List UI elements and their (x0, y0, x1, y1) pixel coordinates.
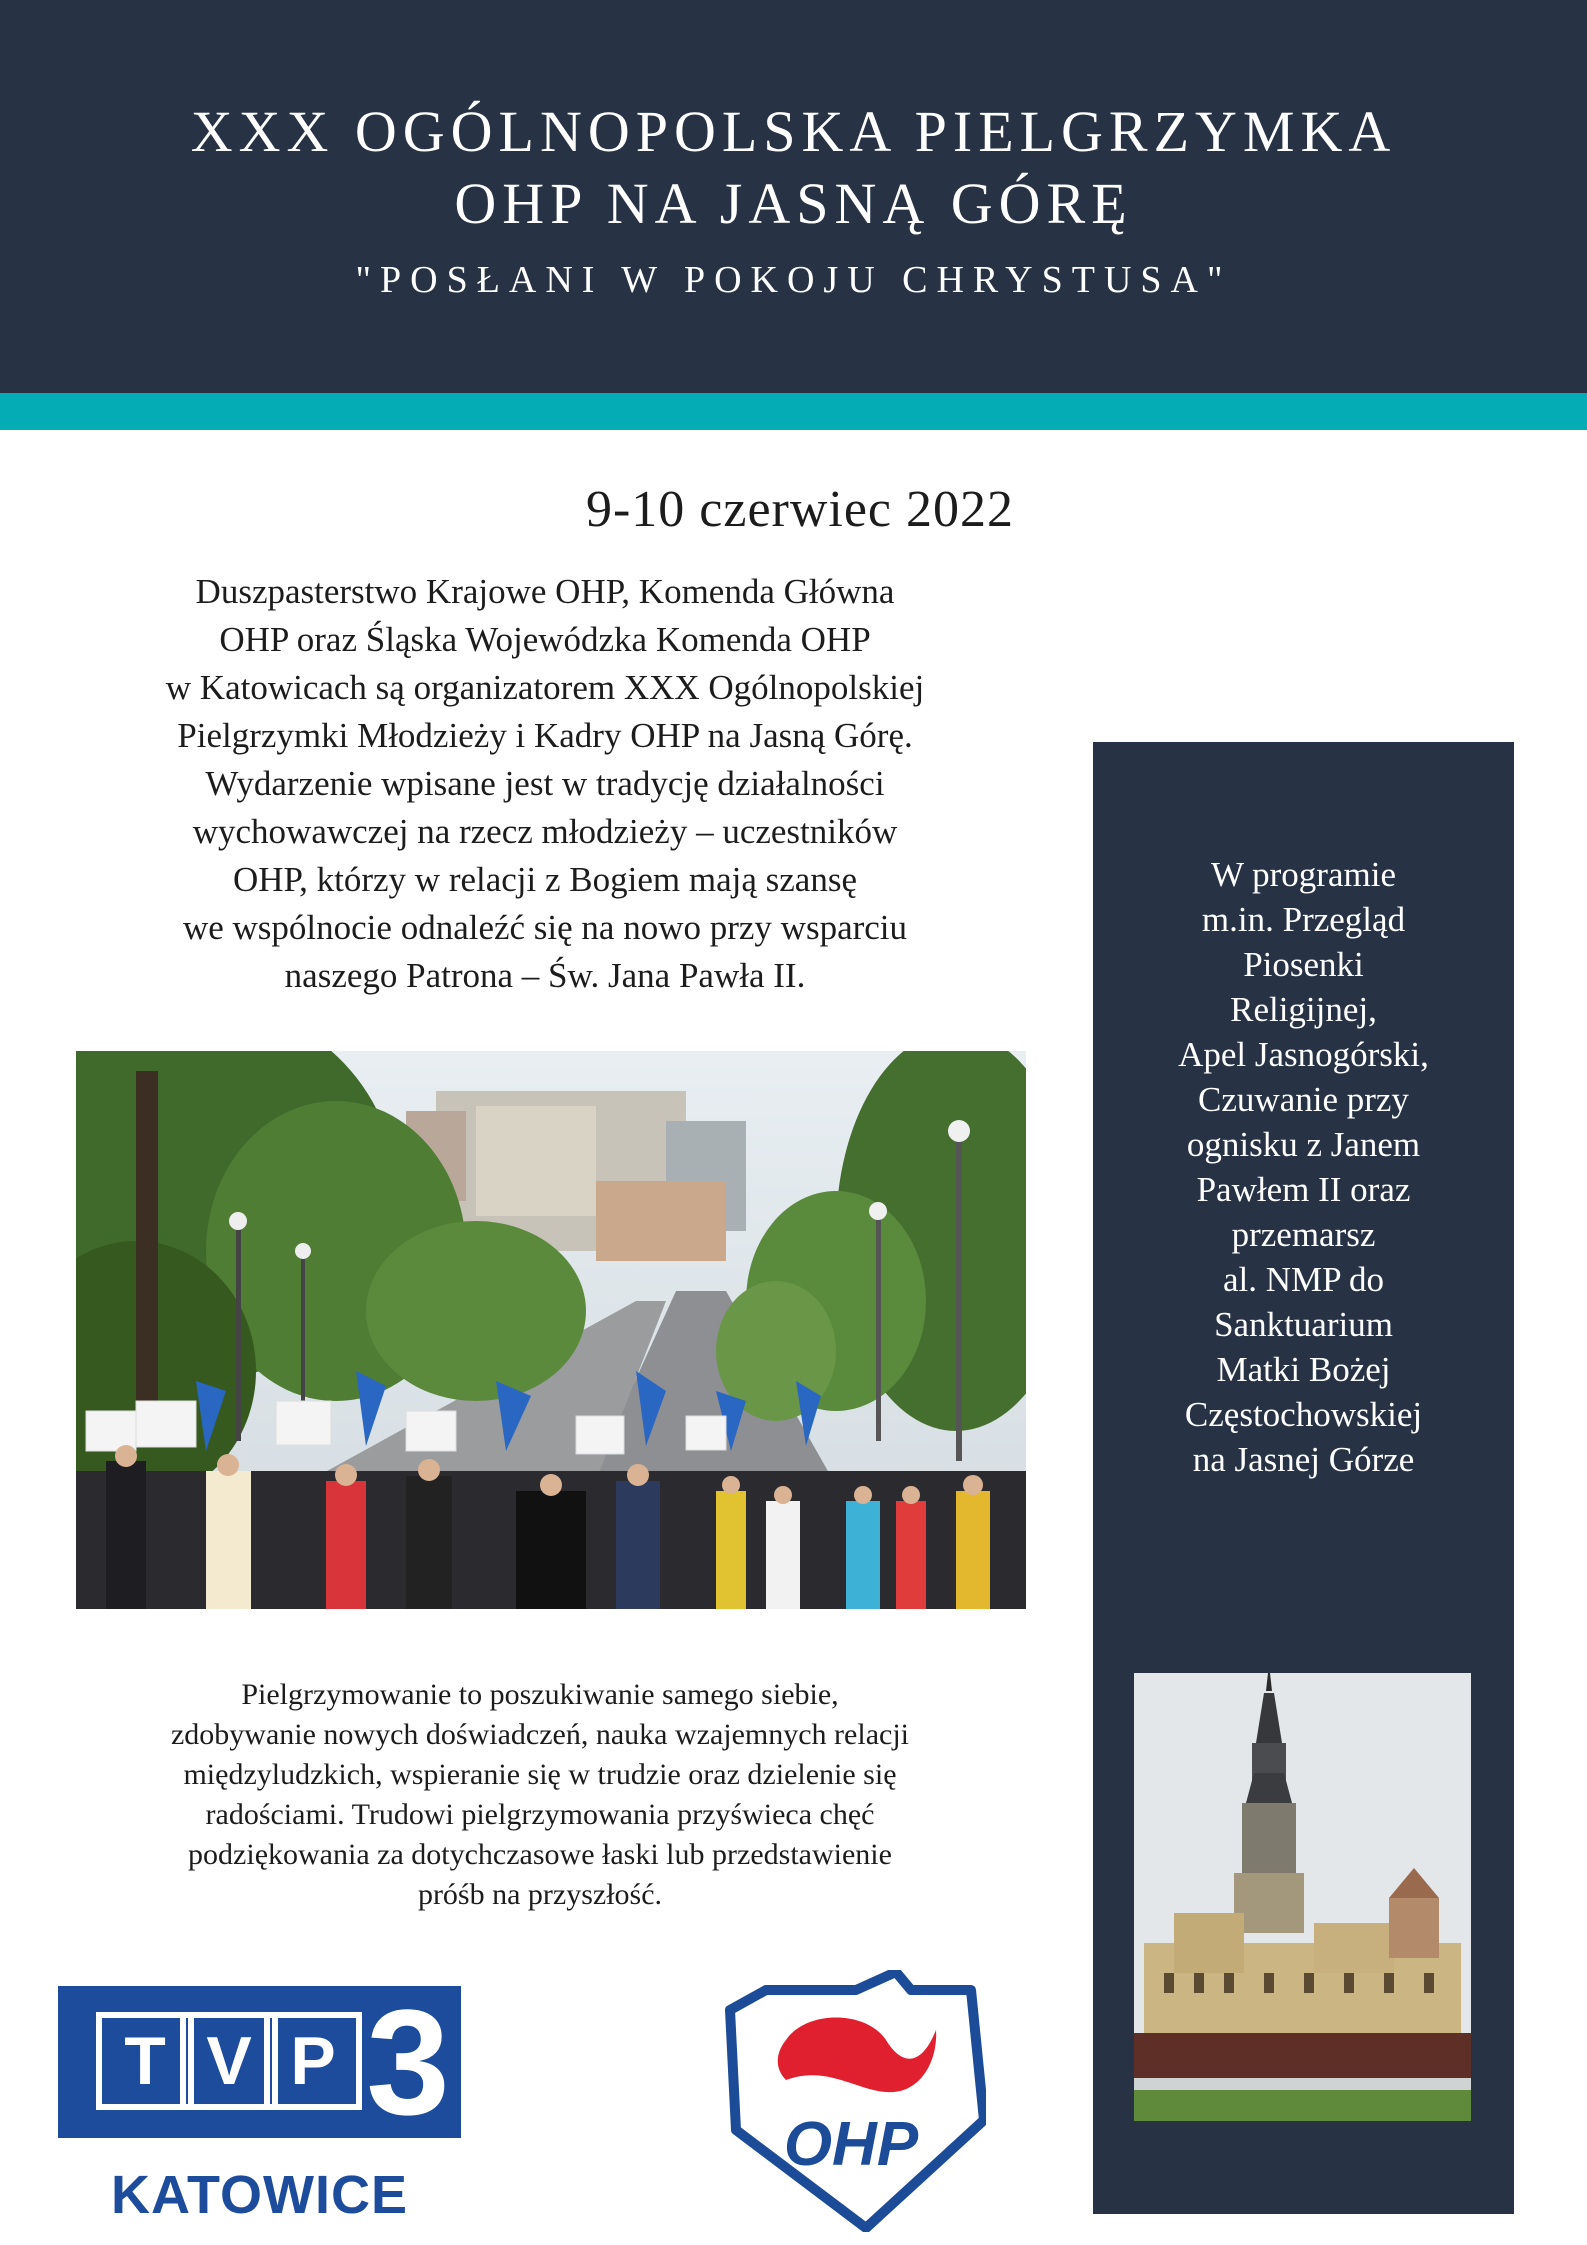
intro-paragraph (60, 568, 1030, 1000)
tvp-letter: T (96, 2012, 194, 2110)
closing-paragraph (60, 1675, 1020, 1915)
program-line: W programie (1211, 855, 1396, 894)
program-line: Częstochowskiej (1184, 1395, 1423, 1434)
intro-line: w Katowicach są organizatorem XXX Ogólnopolskiej (165, 668, 925, 707)
intro-line: OHP, którzy w relacji z Bogiem mają szansę (233, 860, 857, 899)
subtitle: "POSŁANI W POKOJU CHRYSTUSA" (355, 259, 1232, 301)
intro-line: Pielgrzymki Młodzieży i Kadry OHP na Jasną Górę. (177, 716, 913, 755)
program-line: Piosenki (1243, 945, 1364, 984)
program-line: Matki Bożej (1216, 1350, 1391, 1389)
program-line: Pawłem II oraz (1196, 1170, 1411, 1209)
event-date: 9-10 czerwiec 2022 (585, 481, 1015, 538)
accent-band (0, 393, 1587, 430)
monastery-photo (1134, 1673, 1471, 2121)
closing-line: Pielgrzymowanie to poszukiwanie samego siebie, (241, 1678, 839, 1711)
program-line: Czuwanie przy (1198, 1080, 1409, 1119)
program-line: Apel Jasnogórski, (1178, 1035, 1429, 1074)
closing-line: radościami. Trudowi pielgrzymowania przyświeca chęć (205, 1798, 875, 1831)
tvp3-logo (58, 1978, 461, 2146)
program-line: przemarsz (1231, 1215, 1376, 1254)
tvp-letter: P (264, 2012, 362, 2110)
program-line: Religijnej, (1230, 990, 1377, 1029)
ohp-logo (716, 1970, 986, 2232)
closing-line: próśb na przyszłość. (417, 1878, 663, 1911)
intro-line: naszego Patrona – Św. Jana Pawła II. (284, 956, 806, 995)
program-line: Sanktuarium (1214, 1305, 1393, 1344)
intro-line: Wydarzenie wpisane jest w tradycję działalności (205, 764, 885, 803)
page-title (0, 96, 1587, 240)
header-banner (0, 0, 1587, 393)
tvp-letter: V (180, 2012, 278, 2110)
title-line-1: XXX OGÓLNOPOLSKA PIELGRZYMKA (190, 99, 1397, 164)
program-line: m.in. Przegląd (1201, 900, 1406, 939)
intro-line: Duszpasterstwo Krajowe OHP, Komenda Główna (195, 572, 895, 611)
program-line: ognisku z Janem (1186, 1125, 1421, 1164)
program-text (1110, 852, 1497, 1482)
intro-line: OHP oraz Śląska Wojewódzka Komenda OHP (219, 620, 871, 659)
program-line: na Jasnej Górze (1192, 1440, 1415, 1479)
ohp-text: OHP (783, 2110, 919, 2179)
closing-line: międzyludzkich, wspieranie się w trudzie oraz dzielenie się (183, 1758, 897, 1791)
title-line-2: OHP NA JASNĄ GÓRĘ (454, 171, 1133, 236)
procession-photo (76, 1051, 1026, 1609)
closing-line: zdobywanie nowych doświadczeń, nauka wzajemnych relacji (170, 1718, 910, 1751)
tvp-city-label: KATOWICE (111, 2165, 408, 2225)
program-line: al. NMP do (1222, 1260, 1385, 1299)
tvp-number: 3 (366, 1978, 450, 2146)
closing-line: podziękowania za dotychczasowe łaski lub przedstawienie (188, 1838, 892, 1871)
intro-line: we wspólnocie odnaleźć się na nowo przy wsparciu (182, 908, 908, 947)
ohp-shield-icon (730, 1972, 984, 2228)
intro-line: wychowawczej na rzecz młodzieży – uczestników (192, 812, 898, 851)
